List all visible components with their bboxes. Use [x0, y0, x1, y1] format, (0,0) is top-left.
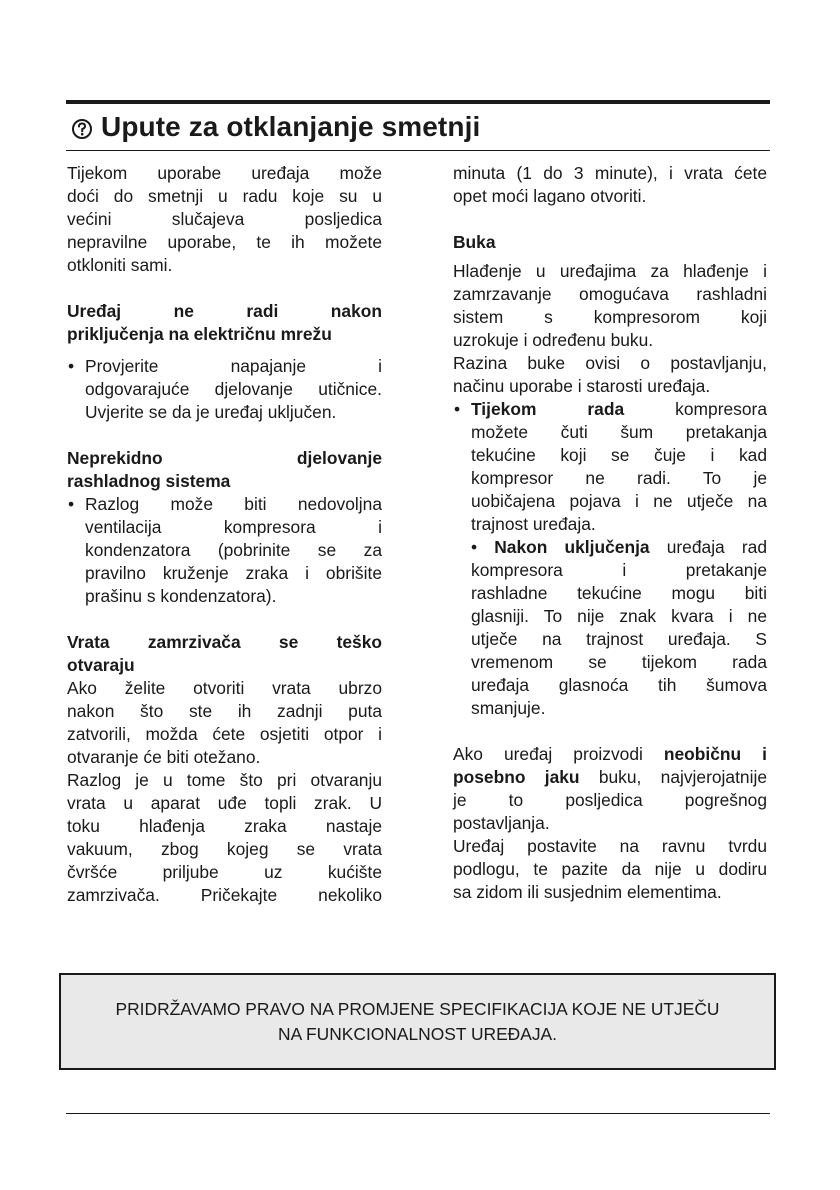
- text-line: otvaranje će biti otežano.: [67, 747, 261, 767]
- text-line: trajnost uređaja.: [471, 514, 596, 534]
- text-line: podlogu, te pazite da nije u dodiru: [453, 859, 767, 879]
- text-span: Ako uređaj proizvodi: [453, 744, 643, 764]
- section-title: rashladnog sistema: [67, 471, 231, 491]
- section-title: Vrata zamrzivača se teško: [67, 632, 382, 652]
- bold-text: neobičnu i: [663, 744, 767, 764]
- text-line: sa zidom ili susjednim elementima.: [453, 882, 722, 902]
- footer-rule: [66, 1113, 770, 1114]
- text-line: Uređaj postavite na ravnu tvrdu: [453, 836, 767, 856]
- section-freezer-door: [67, 631, 382, 907]
- section-title: Buka: [453, 232, 496, 252]
- text-line: zamrzivača. Pričekajte nekoliko: [67, 885, 382, 905]
- bullet-item: [453, 536, 767, 720]
- text-line: rashladne tekućine mogu biti: [471, 583, 767, 603]
- section-heading: [66, 108, 770, 146]
- text-line: kompresor ne radi. To je: [471, 468, 767, 488]
- section-no-power: [67, 300, 382, 424]
- text-line: vakuum, zbog kojeg se vrata: [67, 839, 382, 859]
- text-line: Ako želite otvoriti vrata ubrzo: [67, 678, 382, 698]
- header-top-rule: [66, 100, 770, 104]
- text-line: sistem s kompresorom koji: [453, 307, 767, 327]
- text-line: vremenom se tijekom rada: [471, 652, 767, 672]
- text-line: kompresora i pretakanje: [471, 560, 767, 580]
- section-title: otvaraju: [67, 655, 135, 675]
- section-title: priključenja na električnu mrežu: [67, 324, 332, 344]
- text-line: Tijekom uporabe uređaja može: [67, 163, 382, 183]
- text-line: smanjuje.: [471, 698, 546, 718]
- text-line: Provjerite napajanje i: [85, 356, 382, 376]
- text-line: većini slučajeva posljedica: [67, 209, 382, 229]
- text-line: [471, 536, 767, 559]
- text-line: načinu uporabe i starosti uređaja.: [453, 376, 711, 396]
- bold-lead: Tijekom rada: [471, 399, 625, 419]
- text-line: toku hlađenja zraka nastaje: [67, 816, 382, 836]
- text-line: otkloniti sami.: [67, 255, 173, 275]
- notice-line: PRIDRŽAVAMO PRAVO NA PROMJENE SPECIFIKACIJA KOJE NE UTJEČU: [115, 998, 720, 1019]
- page-title: Upute za otklanjanje smetnji: [101, 111, 481, 142]
- text-line: Razlog je u tome što pri otvaranju: [67, 770, 382, 790]
- text-line: uobičajena pojava i ne utječe na: [471, 491, 767, 511]
- text-line: doći do smetnji u radu koje su u: [67, 186, 382, 206]
- text-line: tekućine koji se čuje i kad: [471, 445, 767, 465]
- text-line: ventilacija kompresora i: [85, 517, 382, 537]
- intro-paragraph: [67, 162, 382, 277]
- text-line: je to posljedica pogrešnog: [453, 790, 767, 810]
- text-line: nakon što ste ih zadnji puta: [67, 701, 382, 721]
- section-noise: [453, 231, 767, 720]
- section-title: Uređaj ne radi nakon: [67, 301, 382, 321]
- text-span: uređaja rad: [666, 537, 768, 557]
- text-line: [453, 766, 767, 789]
- help-circle-icon: [71, 118, 93, 140]
- text-line: Razina buke ovisi o postavljanju,: [453, 353, 767, 373]
- continued-paragraph: [453, 162, 767, 208]
- bullet-item: [453, 398, 767, 536]
- bullet-icon: •: [454, 399, 461, 419]
- text-line: odgovarajuće djelovanje utičnice.: [85, 379, 382, 399]
- bullet-icon: •: [68, 494, 75, 514]
- notice-line: NA FUNKCIONALNOST UREĐAJA.: [278, 1023, 557, 1044]
- bullet-item: [67, 493, 382, 608]
- bold-lead: Nakon uključenja: [494, 537, 650, 557]
- text-line: možete čuti šum pretakanja: [471, 422, 767, 442]
- header-bottom-rule: [66, 150, 770, 151]
- text-line: minuta (1 do 3 minute), i vrata ćete: [453, 163, 767, 183]
- notice-box: [59, 973, 776, 1070]
- text-line: utječe na trajnost uređaja. S: [471, 629, 767, 649]
- text-line: [471, 398, 767, 421]
- bullet-icon: •: [471, 537, 478, 557]
- bullet-item: [67, 355, 382, 424]
- bullet-icon: •: [68, 356, 75, 376]
- bold-text: posebno jaku: [453, 767, 580, 787]
- text-line: Uvjerite se da je uređaj uključen.: [85, 402, 337, 422]
- text-line: Hlađenje u uređajima za hlađenje i: [453, 261, 767, 281]
- notice-text: [68, 997, 768, 1047]
- text-line: zamrzavanje omogućava rashladni: [453, 284, 767, 304]
- text-line: uređaja glasnoća tih šumova: [471, 675, 767, 695]
- text-line: [453, 743, 767, 766]
- text-line: nepravilne uporabe, te ih možete: [67, 232, 382, 252]
- text-line: prašinu s kondenzatora).: [85, 586, 277, 606]
- text-line: glasniji. To nije znak kvara i ne: [471, 606, 767, 626]
- text-line: vrata u aparat uđe topli zrak. U: [67, 793, 382, 813]
- text-line: opet moći lagano otvoriti.: [453, 186, 647, 206]
- text-line: Razlog može biti nedovoljna: [85, 494, 382, 514]
- section-title: Neprekidno djelovanje: [67, 448, 382, 468]
- section-continuous-cooling: [67, 447, 382, 608]
- text-line: uzrokuje i određenu buku.: [453, 330, 654, 350]
- text-line: kondenzatora (pobrinite se za: [85, 540, 382, 560]
- text-line: pravilno kruženje zraka i obrišite: [85, 563, 382, 583]
- text-span: kompresora: [675, 399, 767, 419]
- right-column: [453, 162, 767, 904]
- left-column: [67, 162, 382, 907]
- text-span: buku, najvjerojatnije: [598, 767, 767, 787]
- text-line: postavljanja.: [453, 813, 550, 833]
- text-line: zatvorili, možda ćete osjetiti otpor i: [67, 724, 382, 744]
- section-unusual-noise: [453, 743, 767, 904]
- text-line: čvršće priljube uz kućište: [67, 862, 382, 882]
